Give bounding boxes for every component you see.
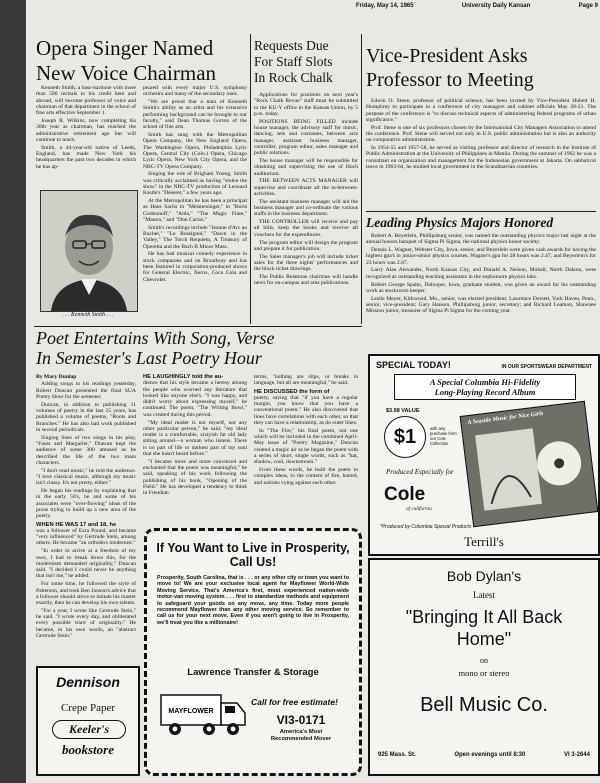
terrills-ad xyxy=(368,354,600,556)
opera-headline-line-2: New Voice Chairman xyxy=(36,61,217,85)
opera-para: peared with every major U.S. symphony orchestra and many of the secondary ones. xyxy=(143,85,247,98)
opera-para: He has had musical comedy experience in stock companies and on Broadway and has been featured in corporation-produced shows for General Electric, Xerox, Coca Cola and Chevrolet. xyxy=(143,251,247,283)
vp-para: Prof. Stene is one of six professors chosen by the International City Managers Association to attend the conference. Prof. Stene will served not only in U.S. public administration but is also an authority on comparative administration. xyxy=(366,124,596,144)
poet-byline: By Mary Dunlap xyxy=(36,374,77,380)
album-cover xyxy=(460,401,599,528)
vp-headline-line-2: Professor to Meeting xyxy=(366,69,534,91)
rockchalk-body xyxy=(254,92,358,288)
rockchalk-headline-line-3: In Rock Chalk xyxy=(254,70,333,85)
rockchalk-para: Applications for positions on next year's "Rock Chalk Revue" staff must be submitted to the KU-Y office in the Kansas Union, by 5 p.m. today. xyxy=(254,92,358,117)
record-offer xyxy=(394,374,576,400)
terrills-special xyxy=(376,360,592,370)
record-price xyxy=(384,416,426,458)
rockchalk-para: POSITIONS BEING FILLED include house manager, the advisory staff for music, dancing, sets and costumes, between acts manager, assistant business manager, controller, program editor, sales manager and public relations. xyxy=(254,118,358,157)
poet-para: Singing lines of two songs in his play, "Faust and Margarite," Duncan kept the audience of some 300 amused as he described the life of the two main characters. xyxy=(36,434,136,466)
sportswear-dept: IN OUR SPORTSWEAR DEPARTMENT xyxy=(501,364,592,370)
poet-para: poetry, saying that "if you have a regular margin, you know that you have a conventional poem." He also discovered that lines have correlations with each other, so that they can have a relationship, as do outer lines. xyxy=(254,394,358,427)
rockchalk-headline xyxy=(254,38,358,86)
bell-hours: Open evenings until 8:30 xyxy=(454,752,526,758)
poet-para: terms, "nothing are slips, or breaks in language, but all are meaningful," he said. xyxy=(254,374,358,387)
poet-para: "In order to arrive at a freedom of my own, I had to break down this, for the modernism demanded originality," Duncan said. "I decided I could never be anything that isn't me," he added. xyxy=(36,548,136,580)
opera-para: At the Metropolitan he has been a principal as Hans Sachs in "Meistersinger," in "Boris Godounoff," "Aida," "The Magic Flute," "Manon," and "Don Carlos." xyxy=(143,198,247,223)
poet-para: Adding songs to his readings yesterday, Robert Duncan presented the final SUA Poetry Hour for the semester. xyxy=(36,381,136,400)
poet-para: "My ideal reader is not myself, nor any other particular person," he said, "my ideal reader is a comfortable, sixtyish fat old lady sitting around—a woman who listens. There is no part of life or darkest part of my soul that she hasn't heard before." xyxy=(143,419,247,458)
rockchalk-para: The house manager will be responsible for obtaining and supervising the use of Hoch auditorium. xyxy=(254,157,358,177)
poet-subhead: HE DISCUSSED the form of xyxy=(254,388,330,395)
opera-para: "We are proud that a man of Kenneth Smith's ability as an artist and his extensive performing background can be brought to our faculty," said Dean Thomas Gorton of the school of fine arts. xyxy=(143,99,247,131)
poet-col-1 xyxy=(36,374,136,641)
truck-label: MAYFLOWER xyxy=(168,708,214,715)
masthead-paper: University Daily Kansan xyxy=(461,3,531,9)
bell-store: Bell Music Co. xyxy=(420,694,548,716)
rockchalk-para: The Sales manager's job will include ticket sales for the three nights' performances and the block ticket drawings. xyxy=(254,253,358,273)
vp-para: In 1954-55 and 1957-58, he served as visiting professor and director of research in the Institute of Public Administration at the University of Philippines in Manila. During the summer of 1962 he was a consultant on organization and management for the Indonesian government at Jakarta. On sabbatical leave in 1963-64, he studied local government in the Scandinavian countries. xyxy=(366,145,596,170)
rockchalk-para: The program editor will design the program and prepare it for publication. xyxy=(254,239,358,252)
rockchalk-para: THE BETWEEN ACTS MANAGER will supervise and coordinate all the in-between-activities. xyxy=(254,178,358,197)
opera-para: Smith has sung with the Metropolitan Opera Company, the New England Opera, The Washington Opera, Philadelphia Lyric Opera, Central City (Colo.) Opera, Chicago Lyric Opera, New York City Opera, and the NBC-TV Opera Company. xyxy=(143,132,247,170)
record-with: with any purchase from our Cole Collection xyxy=(430,426,457,446)
opera-col-2 xyxy=(143,85,247,284)
bell-line-1: Bob Dylan's xyxy=(446,568,522,584)
rockchalk-para: The assistant business manager will aid the business manager and co-ordinate the various staffs in the business department. xyxy=(254,198,358,218)
record-value: $3.98 VALUE xyxy=(386,408,420,414)
poet-subhead: WHEN HE WAS 17 and 18, he xyxy=(36,521,117,528)
mayflower-ad xyxy=(144,528,362,776)
moving-truck-icon xyxy=(159,689,247,739)
poet-col-2 xyxy=(143,374,247,498)
rockchalk-para: The Public Relations chairman will handle news for on-campus and area publications. xyxy=(254,274,358,287)
poet-para: "For a year, I wrote like Gertrude Stein," he said. "I wrote every day, and obliterated every possible trace of originality." He became, in his own words, an "abstract Gertrude Stein." xyxy=(36,607,136,640)
vp-headline-line-1: Vice-President Asks xyxy=(366,45,528,67)
bell-footer xyxy=(378,752,590,758)
opera-para: Singing the role of Brigham Young, Smith was critically acclaimed as having "stolen the show" in the NBC-TV production of Leonard Kastle's "Deseret," a few years ago. xyxy=(143,171,247,197)
dennison-brand: Dennison xyxy=(56,674,120,690)
price-text: $1 xyxy=(393,426,417,448)
bell-phone: VI 3-2644 xyxy=(563,752,590,758)
poet-para: Duncan, in addition to publishing 11 volumes of poetry in the last 25 years, has published a volume of poems, "Roots and Branches." He has also had work published in several periodicals. xyxy=(36,401,136,433)
keelers-name: Keeler's xyxy=(52,720,126,739)
physics-para: Dennis L. Wagner, Webster City, Iowa, senior, and Beyerlein were given cash awards for having the highest gpa's in junior-senior physics courses. Wagner's gpa for 28 hours was 2.47, and Beyerlein's for 23 hours was 2.87. xyxy=(366,247,596,266)
opera-para: Joseph R. Wilkins, now completing his 30th year as chairman, has reached the administrative retirement age but will continue to teach. xyxy=(36,117,136,143)
opera-para: Kenneth Smith, a bass-baritone with more than 500 recitals to his credit here and abroad, will become professor of voice and chairman of that department in the school of fine arts effective September 1. xyxy=(36,85,136,117)
physics-headline: Leading Physics Majors Honored xyxy=(366,215,554,230)
poet-headline-line-1: Poet Entertains With Song, Verse xyxy=(36,328,275,348)
prosperity-headline: If You Want to Live in Prosperity, Call Us! xyxy=(156,541,350,569)
masthead-page: Page 9 xyxy=(578,3,598,9)
bell-address: 925 Mass. St. xyxy=(378,752,416,758)
rockchalk-para: THE CONTROLLER will receive and pay all bills, keep the books and receive all vouchers for the expenditures. xyxy=(254,219,358,238)
dennison-ad xyxy=(36,666,140,776)
prosperity-company: Lawrence Transfer & Storage xyxy=(187,667,319,678)
opera-headline xyxy=(36,38,248,84)
physics-para: Larry Alan Alexander, North Kansas City, and Donald A. Nelson, Moball, North Dakota, were recognized as outstanding teaching assistants in the sophomore physics labs. xyxy=(366,267,596,280)
poet-para: dience that his style became a heresy among the people who scorned any literature that looked like anyone else's. "I was happy, and didn't worry about expressing myself," he continued. The poem, "The Writing Bowl," was created during this period. xyxy=(143,380,247,418)
opera-para: Smith, a 44-year-old native of Leeds, England, has made New York his headquarters the past two decades in which he has ap- xyxy=(36,144,136,170)
poet-subhead: HE LAUGHINGLY told the au- xyxy=(143,374,224,380)
poet-para: He began his readings by explaining that in the early 50's, he and some of his associates were "over-flowing" ideas of the prose trying to build up a new area of the poetry. xyxy=(36,488,136,520)
prosperity-call: Call for free estimate! xyxy=(251,697,338,707)
prosperity-phone: VI3-0171 xyxy=(276,713,326,727)
poet-headline-line-2: In Semester's Last Poetry Hour xyxy=(36,348,262,368)
terrills-store: Terrill's xyxy=(464,534,504,549)
poet-headline xyxy=(36,328,366,368)
vp-para: Edwin O. Stene, professor of political science, has been invited by Vice-President Hubert H. Humphrey to participate in a conference of city managers and cabinet officials May 20-21. The purpose of the conference is "to discuss technical aspects of administering federal programs of urban significance." xyxy=(366,98,596,123)
bell-music-ad xyxy=(368,558,600,776)
prosperity-text: Prosperity, South Carolina, that is . . . or any other city or town you want to move to! We are your exclusive local agent for Mayflower World-Wide Moving Service. That's America's first, most experienced nation-wide motor-van moving system . . . first to standardize methods and equipment to safeguard your goods on any move, any time. Today more people recommend Mayflower than any other moving service. So remember to call us for your next move. Even if you aren't going to live in Prosperity, we'll treat you like a millionaire! xyxy=(157,575,349,626)
masthead xyxy=(356,3,598,9)
terrills-footnote: *Produced by Columbia Special Products xyxy=(380,524,472,530)
rockchalk-headline-line-2: For Staff Slots xyxy=(254,54,333,69)
photo-caption: . . . Kenneth Smith . . . xyxy=(62,312,114,318)
poet-para: From these words, he built the poem to complex ideas, to the content of fire, hatred, and nations vying against each other. xyxy=(254,467,358,486)
bell-line-5: mono or stereo xyxy=(458,668,510,678)
poet-para: was a follower of Ezra Pound, and became "very influenced" by Gertrude Stein, among others. He became "an orthodox modernist." xyxy=(36,527,136,547)
bell-album: "Bringing It All Back Home" xyxy=(405,607,563,649)
vp-body xyxy=(366,98,596,172)
physics-para: Leslie Meyer, Kirkwood, Mo., senior, was elected president; Lawrence Dorsett, York Haven, Penn., senior, vice-president; Gary Hanson, Phillipsburg junior, secretary; and Richard Leamon, Shawnee Mission junior, treasurer of Sigma Pi Sigma for the coming year. xyxy=(366,295,596,315)
physics-para: Robert A. Beyerlein, Phillipsburg senior, was named the outstanding physics major last night at the annual honors banquet of Sigma Pi Sigma, the national physics honor society. xyxy=(366,233,596,246)
physics-body xyxy=(366,233,596,316)
cole-logo: Cole xyxy=(384,484,426,505)
poet-para: "I became more and more convinced and enchanted that the poem was meaningful," he said, speaking of his work following the publishing of his book, "Opening of the Field." He has developed a tendency to think in Freudian xyxy=(143,458,247,497)
produced-for: Produced Especially for xyxy=(386,468,454,476)
portrait-illustration xyxy=(41,191,137,311)
poet-para: In "The Fire," his final poem, not one which will be included in the combined April-May issue of "Poetry Magazine," Duncan created a magic air as he began the poem with a series of short, single words, such as "hat, shadow, cool, downstream." xyxy=(254,427,358,466)
masthead-date: Friday, May 14, 1965 xyxy=(356,3,414,9)
poet-para: "I don't read music," he told the audience. "I love classical music, although my music isn't classy. It's not pretty, either." xyxy=(36,467,136,487)
prosperity-tagline: America's Most Recommended Mover xyxy=(270,729,332,742)
bell-line-2: Latest xyxy=(473,590,495,600)
bell-line-4: on xyxy=(480,656,488,665)
dennison-product: Crepe Paper xyxy=(60,702,116,714)
rockchalk-headline-line-1: Requests Due xyxy=(254,38,329,53)
cole-sub: of california xyxy=(406,506,432,512)
offer-line-2: Long-Playing Record Album xyxy=(434,387,536,397)
physics-para: Robert George Spahn, Dubuque, Iowa, graduate student, was given an award for his outstanding work as stockroom keeper. xyxy=(366,281,596,294)
bookstore-name: bookstore xyxy=(62,742,114,757)
album-title: A Seaside Music for Nice Girls xyxy=(467,410,544,427)
opera-headline-line-1: Opera Singer Named xyxy=(36,36,214,60)
newspaper-page xyxy=(26,0,600,783)
special-today: SPECIAL TODAY! xyxy=(376,360,451,370)
offer-line-1: A Special Columbia Hi-Fidelity xyxy=(429,377,541,387)
kenneth-smith-photo xyxy=(40,190,138,312)
vp-headline xyxy=(366,46,596,90)
opera-para: Smith's recordings include "Jeanne d'Arc au Bucher," "Le Rossignol," "Dawn in the Valley," The Torch Requiem, A Treasury of Operetta and the Bach B Minor Mass. xyxy=(143,224,247,250)
opera-col-1 xyxy=(36,85,136,171)
poet-col-3 xyxy=(254,374,358,488)
poet-para: For some time, he followed the style of Patterson, and took Ben Jonson's advice that a follower should strive to imitate his master exactly, then he can develop his own talents. xyxy=(36,581,136,607)
